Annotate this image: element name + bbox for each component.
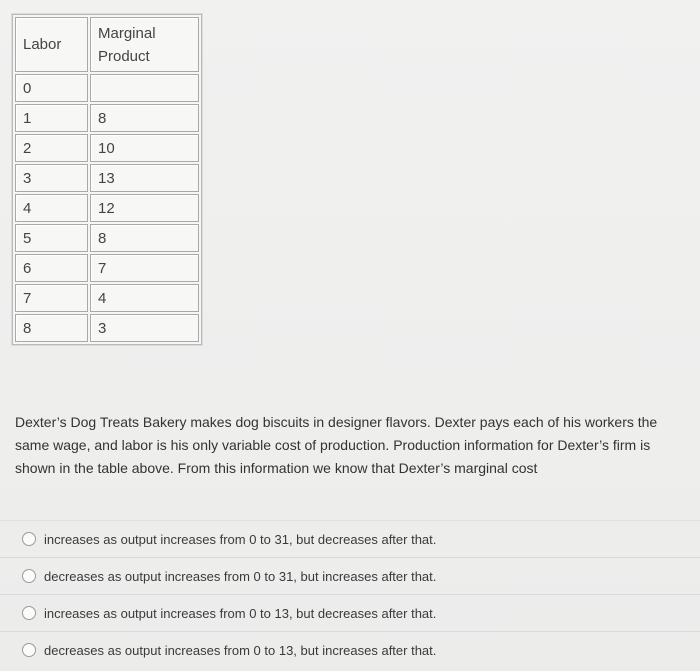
marginal-product-cell: 4 (90, 284, 199, 312)
table-row (15, 164, 199, 192)
table-row (15, 254, 199, 282)
labor-cell: 2 (15, 134, 88, 162)
table-row (15, 134, 199, 162)
answer-option-label[interactable]: decreases as output increases from 0 to 13, but increases after that. (44, 642, 437, 658)
marginal-product-header-line1: Marginal (98, 24, 156, 42)
marginal-product-header-line2: Product (98, 47, 150, 65)
answer-option-label[interactable]: decreases as output increases from 0 to 31, but increases after that. (44, 568, 437, 584)
marginal-product-cell: 13 (90, 164, 199, 192)
labor-cell: 6 (15, 254, 88, 282)
labor-cell: 4 (15, 194, 88, 222)
labor-cell: 0 (15, 74, 88, 102)
marginal-product-table (12, 14, 202, 345)
marginal-product-cell: 10 (90, 134, 199, 162)
table-row (15, 74, 199, 102)
table-row (15, 224, 199, 252)
answer-option-label[interactable]: increases as output increases from 0 to 13, but decreases after that. (44, 605, 437, 621)
marginal-product-column-header (90, 17, 199, 72)
labor-cell: 7 (15, 284, 88, 312)
radio-button[interactable] (22, 606, 36, 620)
radio-button[interactable] (22, 532, 36, 546)
answer-option[interactable] (0, 520, 700, 557)
labor-cell: 1 (15, 104, 88, 132)
marginal-product-cell: 7 (90, 254, 199, 282)
labor-cell: 3 (15, 164, 88, 192)
radio-button[interactable] (22, 643, 36, 657)
table-header-row (15, 17, 199, 72)
marginal-product-cell: 3 (90, 314, 199, 342)
radio-button[interactable] (22, 569, 36, 583)
marginal-product-cell: 12 (90, 194, 199, 222)
marginal-product-cell: 8 (90, 224, 199, 252)
answer-option[interactable] (0, 557, 700, 594)
answer-option[interactable] (0, 631, 700, 668)
table-row (15, 104, 199, 132)
marginal-product-cell (90, 74, 199, 102)
table-row (15, 314, 199, 342)
table-row (15, 284, 199, 312)
labor-cell: 5 (15, 224, 88, 252)
table-row (15, 194, 199, 222)
question-text: Dexter’s Dog Treats Bakery makes dog biscuits in designer flavors. Dexter pays each of his workers the same wage, and labor is his only variable cost of production. Production information for Dexter’s firm is shown in the table above. From this information we know that Dexter’s marginal cost (15, 414, 658, 476)
answer-option-label[interactable]: increases as output increases from 0 to 31, but decreases after that. (44, 531, 437, 547)
labor-column-header: Labor (15, 17, 88, 72)
labor-cell: 8 (15, 314, 88, 342)
answer-option[interactable] (0, 594, 700, 631)
marginal-product-cell: 8 (90, 104, 199, 132)
answer-options (0, 520, 700, 668)
